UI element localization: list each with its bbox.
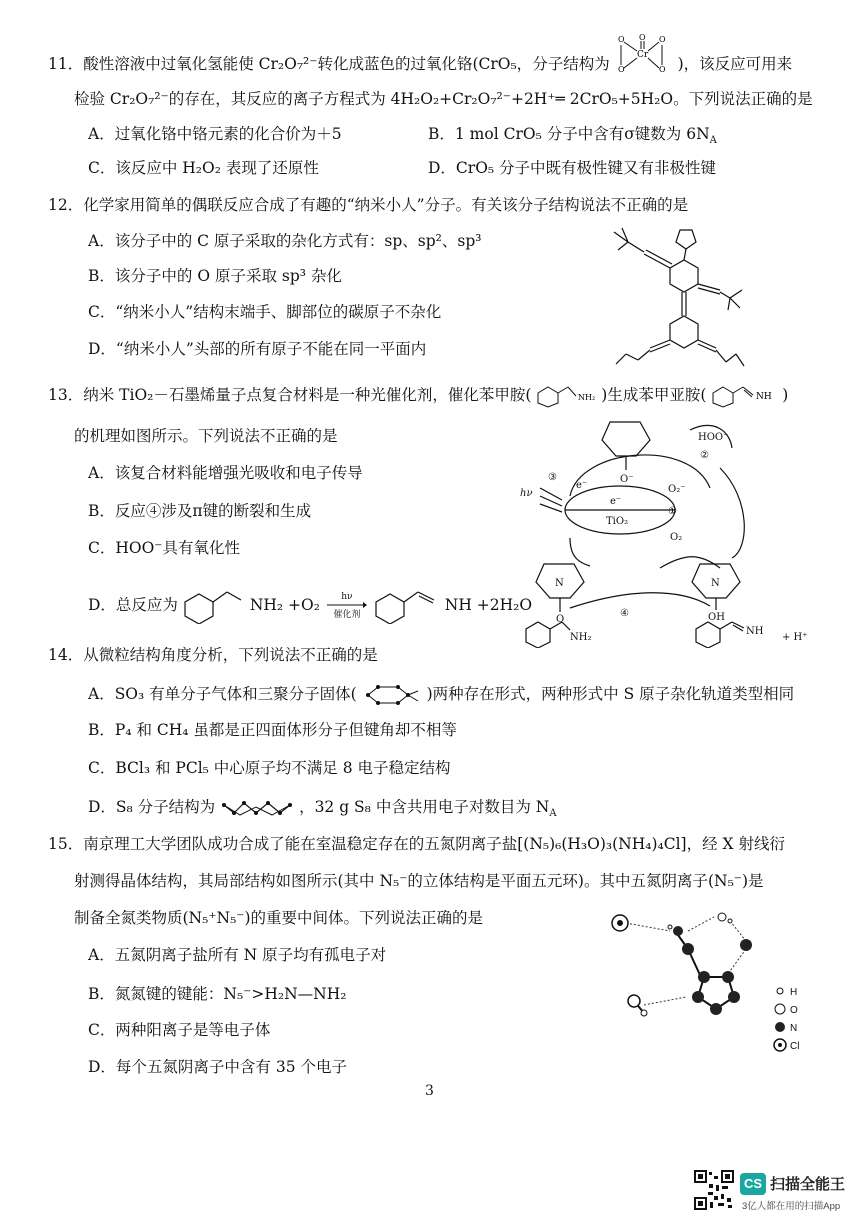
qr-code-icon: [694, 1170, 734, 1210]
q13-option-d: [88, 588, 532, 624]
fig-hv-label: hν: [520, 488, 533, 499]
fig-nh2-label: NH₂: [570, 632, 592, 643]
q15-line3: 制备全氮类物质(N₅⁺N₅⁻)的重要中间体。下列说法正确的是: [74, 909, 484, 927]
so3-trimer-icon: [362, 683, 422, 707]
reaction-arrow-icon: [327, 602, 367, 608]
q14-option-d: [88, 797, 557, 824]
q14-option-a-tail: )两种存在形式，两种形式中 S 原子杂化轨道类型相同: [426, 685, 795, 703]
nanoputian-molecule-figure: [580, 218, 745, 373]
q12-stem: 12．化学家用简单的偶联反应合成了有趣的“纳米小人”分子。有关该分子结构说法不正确的是: [48, 196, 689, 214]
fig-step2-label: ②: [700, 450, 709, 461]
cro5-structure-icon: [615, 30, 673, 78]
fig-hoo-label: HOO⁻: [698, 432, 729, 443]
q14-option-a: [88, 683, 794, 707]
q13-line2: 的机理如图所示。下列说法不正确的是: [74, 427, 338, 445]
legend-cl: Cl: [790, 1041, 800, 1052]
q11-option-b-text: B．1 mol CrO₅ 分子中含有σ键数为 6N: [428, 125, 710, 143]
camscanner-brand: 扫描全能王: [770, 1176, 846, 1193]
q11-option-b-sub: A: [709, 135, 717, 147]
legend-h: H: [790, 987, 798, 998]
q11-line1: [48, 33, 793, 78]
q14-option-c: C．BCl₃ 和 PCl₅ 中心原子均不满足 8 电子稳定结构: [88, 759, 451, 777]
fig-electron-label: e⁻: [576, 480, 588, 491]
fig-n-label-right: N: [711, 578, 720, 589]
legend-o: O: [790, 1005, 798, 1016]
q11-option-c: C．该反应中 H₂O₂ 表现了还原性: [88, 159, 319, 177]
cro5-cr-label: Cr: [636, 50, 648, 60]
benzylamine-nh2-label: NH₂: [578, 393, 596, 402]
q11-line2: 检验 Cr₂O₇²⁻的存在，其反应的离子方程式为 4H₂O₂+Cr₂O₇²⁻+2H⁺═ 2CrO₅+5H₂O。下列说法正确的是: [74, 90, 813, 108]
q13-option-a: A．该复合材料能增强光吸收和电子传导: [88, 464, 363, 482]
fig-step4-label: ④: [620, 608, 629, 619]
reaction-condition-catalyst: 催化剂: [333, 609, 361, 620]
q13-option-d-text: D．总反应为: [88, 596, 178, 614]
q15-line1: 15．南京理工大学团队成功合成了能在室温稳定存在的五氮阴离子盐[(N₅)₆(H₃O)₃(NH₄)₄Cl]，经 X 射线衍: [48, 835, 785, 853]
q14-stem: 14．从微粒结构角度分析，下列说法不正确的是: [48, 646, 378, 664]
benzylimine-icon: [711, 384, 777, 408]
benzylimine-nh-label: NH: [756, 392, 773, 402]
svg-text:O: O: [617, 35, 625, 44]
q11-option-b: [428, 124, 717, 151]
q13-stem-end: ): [782, 386, 789, 404]
q14-option-d-tail: ，32 g S₈ 中含共用电子对数目为 N: [299, 798, 550, 816]
q15-option-d: D．每个五氮阴离子中含有 35 个电子: [88, 1058, 348, 1076]
q13-line1: [48, 384, 788, 408]
fig-hplus-label: + H⁺: [782, 632, 808, 643]
camscanner-tagline: 3亿人都在用的扫描App: [742, 1201, 841, 1212]
q14-option-d-sub: A: [549, 808, 557, 820]
camscanner-logo: CS: [740, 1173, 766, 1195]
q13-option-d-product: NH +2H₂O: [444, 596, 533, 614]
page-number: 3: [425, 1083, 434, 1099]
q12-option-b: B．该分子中的 O 原子采取 sp³ 杂化: [88, 267, 342, 285]
q15-option-a: A．五氮阴离子盐所有 N 原子均有孤电子对: [88, 946, 387, 964]
q11-option-a: A．过氧化铬中铬元素的化合价为＋5: [88, 125, 342, 143]
camscanner-watermark: [690, 1168, 860, 1223]
q12-option-a: A．该分子中的 C 原子采取的杂化方式有：sp、sp²、sp³: [88, 232, 482, 250]
fig-tio2-label: TiO₂: [606, 516, 629, 527]
photocatalysis-mechanism-figure: [510, 408, 820, 648]
q11-stem-tail: )，该反应可用来: [677, 55, 793, 73]
fig-superoxide-label: O₂⁻: [668, 484, 686, 495]
reaction-condition-hv: hν: [341, 591, 353, 602]
benzylimine-product-icon: [374, 588, 440, 624]
q12-option-c: C．“纳米小人”结构末端手、脚部位的碳原子不杂化: [88, 303, 442, 321]
fig-n-label-left: N: [555, 578, 564, 589]
svg-text:O: O: [658, 65, 666, 74]
q13-option-b: B．反应④涉及π键的断裂和生成: [88, 502, 312, 520]
fig-ominus-label: O⁻: [620, 474, 634, 485]
fig-step3-label: ③: [548, 472, 557, 483]
q11-option-d: D．CrO₅ 分子中既有极性键又有非极性键: [428, 159, 717, 177]
q13-option-c: C．HOO⁻具有氧化性: [88, 539, 240, 557]
svg-text:O: O: [658, 35, 666, 44]
fig-o2-label: O₂: [670, 532, 683, 543]
fig-oh-label: OH: [708, 612, 725, 623]
q14-option-a-text: A．SO₃ 有单分子气体和三聚分子固体(: [88, 685, 357, 703]
q15-option-b: B．氮氮键的键能：N₅⁻>H₂N—NH₂: [88, 985, 347, 1003]
pentazolate-crystal-figure: [604, 905, 824, 1055]
q13-stem-text: 13．纳米 TiO₂－石墨烯量子点复合材料是一种光催化剂，催化苯甲胺(: [48, 386, 532, 404]
reaction-condition: [327, 593, 367, 620]
q12-option-d: D．“纳米小人”头部的所有原子不能在同一平面内: [88, 340, 427, 358]
q15-line2: 射测得晶体结构，其局部结构如图所示(其中 N₅⁻的立体结构是平面五元环)。其中五氮阴离子(N₅⁻)是: [74, 872, 764, 890]
q14-option-d-text: D．S₈ 分子结构为: [88, 798, 216, 816]
q13-stem-mid: )生成苯甲亚胺(: [601, 386, 707, 404]
fig-nh-label: NH: [746, 626, 764, 637]
fig-step1-label: ①: [668, 506, 677, 517]
benzylamine-reactant-icon: [183, 588, 245, 624]
svg-text:O: O: [638, 33, 646, 42]
q14-option-b: B．P₄ 和 CH₄ 虽都是正四面体形分子但键角却不相等: [88, 721, 457, 739]
fig-electron-label-2: e⁻: [610, 496, 622, 507]
q13-option-d-nh2: NH₂ +O₂: [249, 596, 320, 614]
svg-text:O: O: [617, 65, 625, 74]
fig-o-label: O: [556, 614, 565, 625]
q15-option-c: C．两种阳离子是等电子体: [88, 1021, 271, 1039]
legend-n: N: [790, 1023, 798, 1034]
benzylamine-icon: [536, 384, 596, 408]
s8-crown-ring-icon: [220, 797, 294, 819]
q11-stem-text: 11．酸性溶液中过氧化氢能使 Cr₂O₇²⁻转化成蓝色的过氧化铬(CrO₅，分子结构为: [48, 55, 610, 73]
